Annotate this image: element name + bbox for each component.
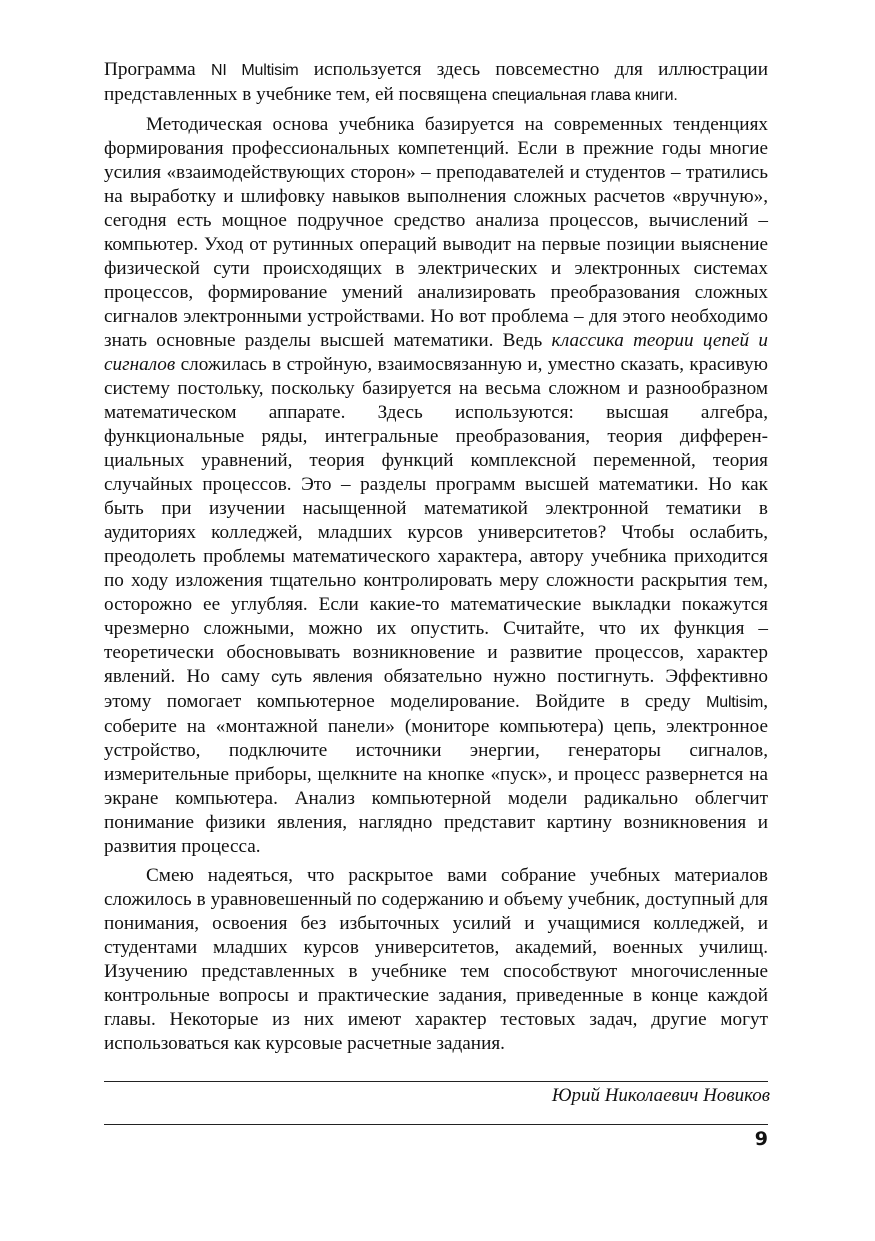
page-number: 9 <box>754 1128 768 1150</box>
paragraph-intro <box>104 58 768 108</box>
product-name-multisim: Multisim <box>706 694 764 711</box>
phrase-essence-of-phenomenon: суть явления <box>271 669 373 686</box>
signature-top-rule <box>104 1081 768 1082</box>
paragraph-methodology-text-3: обязательно нужно постигнуть. Эффективно этому помогает компьютерное моделирование. Войдите в среду <box>104 666 769 712</box>
paragraph-methodology <box>104 113 768 859</box>
paragraph-methodology-text-1: Методическая основа учебника базируется на современных тенденциях формирования профессиональных компетенций. Если в прежние годы многие усилия «взаимодействующих сторон» – преподавателей и студентов – тратились на выработку и шлифовку навыков выполнения сложных расчетов «вручную», сегодня есть мощное подручное средство анализа процессов, вычислений – компьютер. Уход от рутинных операций выводит на первые позиции выяснение физической сути происходящих в электрических и электронных системах процессов, формирование умений анализировать преобразования сложных сигналов электронными устройствами. Но вот проблема – для этого необходимо знать основные разделы высшей математики. Ведь <box>104 114 768 351</box>
paragraph-intro-text-2: используется здесь повсеместно для иллюстрации представленных в учебнике тем, ей посвящена <box>104 59 768 105</box>
page-body <box>104 58 768 1056</box>
author-signature: Юрий Николаевич Новиков <box>551 1085 770 1106</box>
italic-phrase-classics: классика теории цепей и сигналов <box>104 330 769 375</box>
paragraph-intro-text-1: Программа <box>104 59 212 80</box>
product-name-ni-multisim: NI Multisim <box>211 62 299 79</box>
footer-rule <box>104 1124 768 1125</box>
special-chapter-note: специальная глава книги. <box>491 87 678 104</box>
paragraph-methodology-text-2: сложилась в стройную, взаимосвязанную и, уместно сказать, красивую систему постольку, поскольку базируется на весьма сложном и разнообразном математическом аппарате. Здесь используются: высшая алгебра, функциональные ряды, интегральные преобразования, теория дифференциальных уравнений, теория функций комплексной переменной, теория случайных процессов. Это – разделы программ высшей математики. Но как быть при изучении насыщенной математикой электронной тематики в аудиториях колледжей, младших курсов университетов? Чтобы ослабить, преодолеть проблемы математического характера, автору учебника приходится по ходу изложения тщательно контролировать меру сложности раскрытия тем, осторожно ее углубляя. Если какие-то математические выкладки покажутся чрезмерно сложными, можно их опустить. Считайте, что их функция – теоретически обосновывать возникновение и развитие процессов, характер явлений. Но саму <box>104 354 768 687</box>
paragraph-closing: Смею надеяться, что раскрытое вами собрание учебных материалов сложилось в уравновешенный по содержанию и объему учебник, доступный для понимания, освоения без избыточных усилий и учащимися колледжей, и студентами младших курсов университетов, академий, военных училищ. Изучению представленных в учебнике тем способствуют многочисленные контрольные вопросы и практические задания, приведенные в конце каждой главы. Некоторые из них имеют характер тестовых задач, другие могут использоваться как курсовые расчетные задания. <box>104 865 768 1054</box>
paragraph-methodology-text-4: , соберите на «монтажной панели» (мониторе компьютера) цепь, электронное устройство, подключите источники энергии, генераторы сигналов, измерительные приборы, щелкните на кнопке «пуск», и процесс развернется на экране компьютера. Анализ компьютерной модели радикально облегчит понимание физики явления, наглядно представит картину возникновения и развития процесса. <box>104 691 768 857</box>
